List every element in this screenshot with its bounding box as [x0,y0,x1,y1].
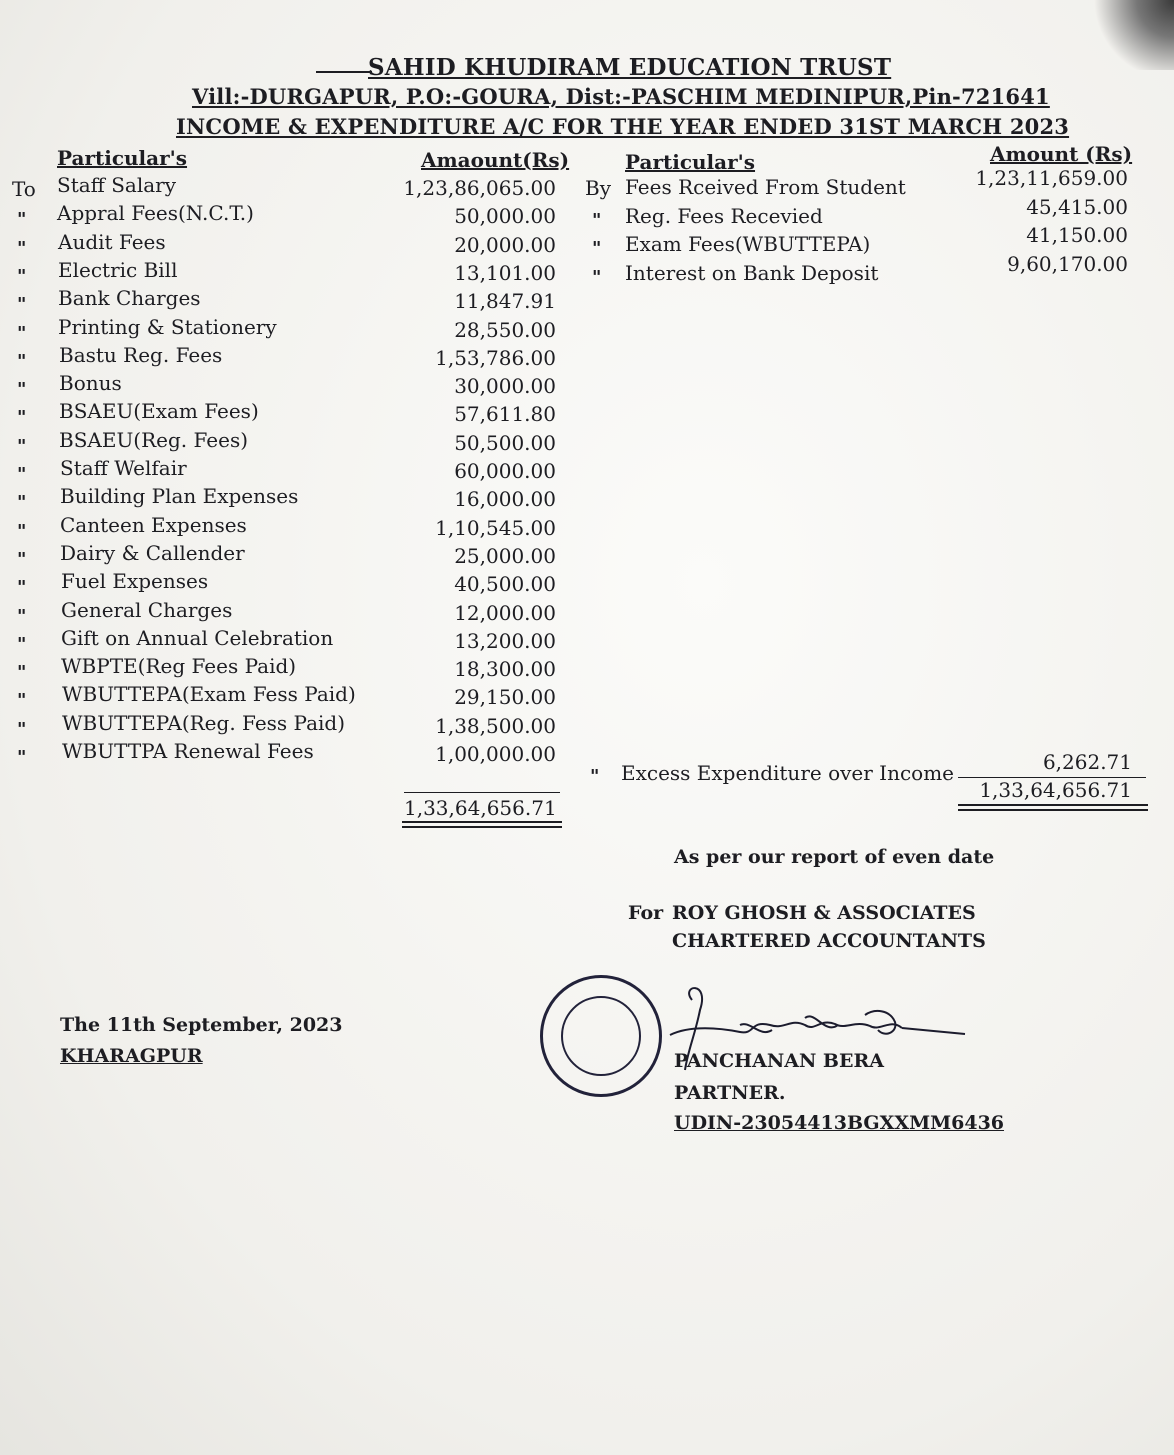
expenditure-row-label: Gift on Annual Celebration [61,626,334,650]
expenditure-row-label: BSAEU(Exam Fees) [59,399,259,423]
expenditure-row-amount: 11,847.91 [454,289,556,313]
ditto-mark: " [17,521,27,542]
ditto-mark: " [17,690,27,711]
ditto-mark: " [592,210,602,231]
expenditure-total-double-rule-1 [402,821,562,823]
page-corner-shadow [1094,0,1174,70]
expenditure-row-amount: 1,00,000.00 [435,742,556,766]
ditto-mark: " [17,634,27,655]
expenditure-row-label: Electric Bill [58,258,178,282]
income-total-double-rule-1 [958,804,1148,806]
ditto-mark: " [17,464,27,485]
expenditure-row-label: Bank Charges [58,286,201,310]
trust-name: SAHID KHUDIRAM EDUCATION TRUST [368,54,892,81]
ditto-mark: " [17,407,27,428]
expenditure-row-label: Bonus [59,371,122,395]
ditto-mark: " [592,238,602,259]
expenditure-row-label: Bastu Reg. Fees [59,343,223,367]
expenditure-row-amount: 13,200.00 [454,629,556,653]
income-total-double-rule-2 [958,809,1148,811]
firm-type: CHARTERED ACCOUNTANTS [672,930,986,952]
expenditure-row-label: Dairy & Callender [60,541,245,565]
income-row-amount: 1,23,11,659.00 [975,166,1128,190]
to-prefix: To [12,177,36,201]
ditto-mark: " [17,577,27,598]
expenditure-row-amount: 12,000.00 [454,601,556,625]
excess-amount: 6,262.71 [1042,750,1132,774]
ditto-mark: " [17,747,27,768]
expenditure-row-label: Staff Welfair [60,456,187,480]
expenditure-row-amount: 20,000.00 [454,233,556,257]
expenditure-row-label: Appral Fees(N.C.T.) [57,201,254,225]
expenditure-amount-heading: Amaount(Rs) [421,148,570,172]
expenditure-row-label: WBUTTPA Renewal Fees [62,739,314,763]
ditto-mark: " [17,209,27,230]
expenditure-row-amount: 18,300.00 [454,657,556,681]
report-date: The 11th September, 2023 [60,1014,343,1036]
expenditure-row-amount: 57,611.80 [454,402,556,426]
income-row-label: Fees Rceived From Student [625,175,906,199]
by-prefix: By [585,176,611,200]
income-row-label: Interest on Bank Deposit [625,261,879,285]
expenditure-row-amount: 60,000.00 [454,459,556,483]
income-row-amount: 41,150.00 [1026,223,1128,247]
expenditure-row-label: Fuel Expenses [61,569,209,593]
ditto-mark: " [17,379,27,400]
income-total: 1,33,64,656.71 [979,778,1132,802]
expenditure-row-amount: 28,550.00 [454,318,556,342]
expenditure-total: 1,33,64,656.71 [404,796,557,820]
income-row-label: Reg. Fees Recevied [625,204,823,228]
firm-seal-inner-ring [561,996,641,1076]
income-row-amount: 9,60,170.00 [1007,252,1128,276]
ditto-mark: " [17,266,27,287]
income-row-label: Exam Fees(WBUTTEPA) [625,232,871,256]
expenditure-row-label: WBUTTEPA(Exam Fess Paid) [62,682,356,706]
report-note: As per our report of even date [674,846,995,868]
expenditure-total-top-rule [404,792,560,793]
expenditure-row-amount: 1,10,545.00 [435,516,556,540]
ditto-mark: " [17,238,27,259]
income-particular-heading: Particular's [625,150,756,174]
ditto-mark: " [17,662,27,683]
expenditure-row-amount: 13,101.00 [454,261,556,285]
expenditure-row-label: General Charges [61,598,233,622]
expenditure-row-amount: 40,500.00 [454,572,556,596]
ditto-mark: " [17,351,27,372]
report-place: KHARAGPUR [60,1045,203,1067]
expenditure-row-label: WBPTE(Reg Fees Paid) [61,654,297,678]
header-rule [316,71,372,73]
ditto-mark: " [17,719,27,740]
expenditure-row-amount: 1,23,86,065.00 [403,176,556,200]
ditto-mark: " [17,492,27,513]
expenditure-row-label: BSAEU(Reg. Fees) [59,428,249,452]
expenditure-row-label: Building Plan Expenses [60,484,299,508]
ditto-mark: " [17,549,27,570]
excess-label: Excess Expenditure over Income [621,761,954,785]
expenditure-particular-heading: Particular's [57,146,188,170]
expenditure-row-amount: 29,150.00 [454,685,556,709]
income-amount-heading: Amount (Rs) [990,142,1133,166]
ditto-mark: " [17,606,27,627]
firm-name: ROY GHOSH & ASSOCIATES [672,902,976,924]
expenditure-row-label: Audit Fees [58,230,166,254]
expenditure-row-label: Canteen Expenses [60,513,247,537]
ditto-mark: " [17,323,27,344]
udin-number: UDIN-23054413BGXXMM6436 [674,1112,1005,1134]
expenditure-row-label: Printing & Stationery [58,315,277,339]
expenditure-row-amount: 50,000.00 [454,204,556,228]
expenditure-row-amount: 50,500.00 [454,431,556,455]
expenditure-row-label: Staff Salary [57,173,177,197]
expenditure-row-amount: 1,38,500.00 [435,714,556,738]
statement-title: INCOME & EXPENDITURE A/C FOR THE YEAR ENDED 31ST MARCH 2023 [176,114,1070,139]
signatory-designation: PARTNER. [674,1082,786,1104]
ditto-mark: " [592,267,602,288]
ditto-mark: " [17,436,27,457]
expenditure-total-double-rule-2 [402,826,562,828]
ditto-mark: " [17,294,27,315]
expenditure-row-label: WBUTTEPA(Reg. Fess Paid) [62,711,346,735]
expenditure-row-amount: 30,000.00 [454,374,556,398]
signatory-name: PANCHANAN BERA [674,1050,884,1072]
for-prefix: For [628,902,664,924]
expenditure-row-amount: 25,000.00 [454,544,556,568]
excess-ditto-mark: " [590,766,600,787]
income-row-amount: 45,415.00 [1026,195,1128,219]
expenditure-row-amount: 16,000.00 [454,487,556,511]
expenditure-row-amount: 1,53,786.00 [435,346,556,370]
trust-address: Vill:-DURGAPUR, P.O:-GOURA, Dist:-PASCHIM MEDINIPUR,Pin-721641 [192,84,1050,109]
